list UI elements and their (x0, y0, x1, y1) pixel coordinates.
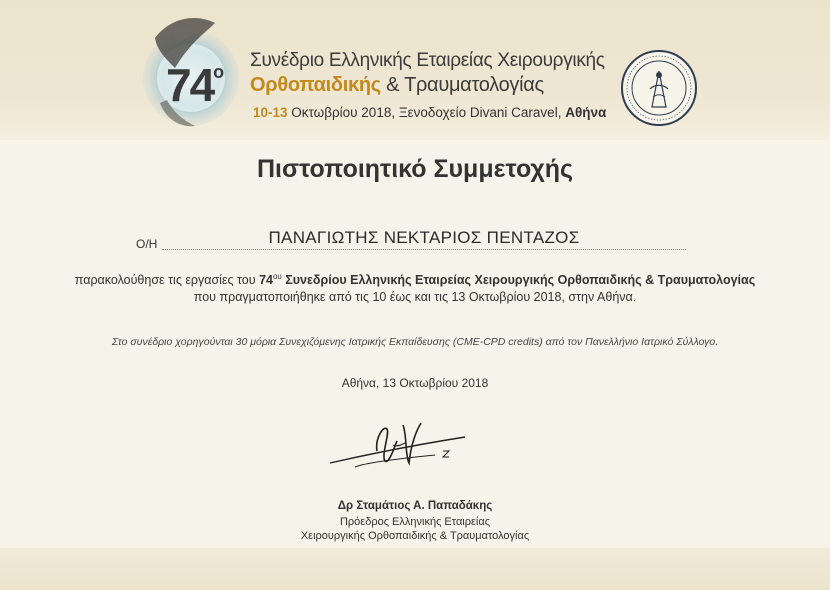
congress-ordinal-suffix: ου (272, 272, 282, 281)
congress-dates-venue (253, 105, 606, 120)
recipient-dotted-line (162, 249, 686, 250)
congress-number-suffix: ο (213, 62, 223, 82)
congress-number: $74^o$ (166, 59, 223, 111)
congress-ordinal: 74 (259, 273, 273, 288)
congress-city: Αθήνα (565, 105, 607, 120)
attendance-dates: που πραγματοποιήθηκε από τις 10 έως και τις 13 Οκτωβρίου 2018, στην Αθήνα. (193, 290, 637, 304)
signer-role-line2: Χειρουργικής Ορθοπαιδικής & Τραυματολογίας (300, 530, 530, 542)
signer-role-line1: Πρόεδρος Ελληνικής Εταιρείας (339, 516, 491, 528)
cme-credits-note: Στο συνέδριο χορηγούνται 30 μόρια Συνεχιζόμενης Ιατρικής Εκπαίδευσης (CME-CPD credits) από τον Πανελλήνιο Ιατρικό Σύλλογο. (111, 336, 719, 348)
recipient-name: ΠΑΝΑΓΙΩΤΗΣ ΝΕΚΤΑΡΙΟΣ ΠΕΝΤΑΖΟΣ (268, 228, 580, 247)
signer-name: Δρ Σταμάτιος Α. Παπαδάκης (337, 500, 493, 512)
recipient-prefix: Ο/Η (136, 237, 158, 251)
signature-icon (325, 415, 475, 480)
congress-title-line2 (250, 74, 544, 97)
issue-date-place: Αθήνα, 13 Οκτωβρίου 2018 (341, 376, 489, 390)
congress-title-accent: Ορθοπαιδικής (250, 74, 381, 96)
congress-title-rest: & Τραυματολογίας (380, 74, 544, 96)
congress-full-name: Συνεδρίου Ελληνικής Εταιρείας Χειρουργικής Ορθοπαιδικής & Τραυματολογίας (281, 273, 756, 288)
certificate-title: Πιστοποιητικό Συμμετοχής (256, 155, 573, 183)
attendance-text: παρακολούθησε τις εργασίες του (74, 273, 260, 288)
society-seal-icon (620, 49, 698, 127)
footer-band (0, 548, 830, 590)
congress-venue: Οκτωβρίου 2018, Ξενοδοχείο Divani Caravel, (287, 105, 566, 120)
congress-dates: 10-13 (253, 105, 288, 120)
congress-title-line1: Συνέδριο Ελληνικής Εταιρείας Χειρουργικής (250, 50, 605, 71)
attendance-statement (0, 272, 830, 287)
